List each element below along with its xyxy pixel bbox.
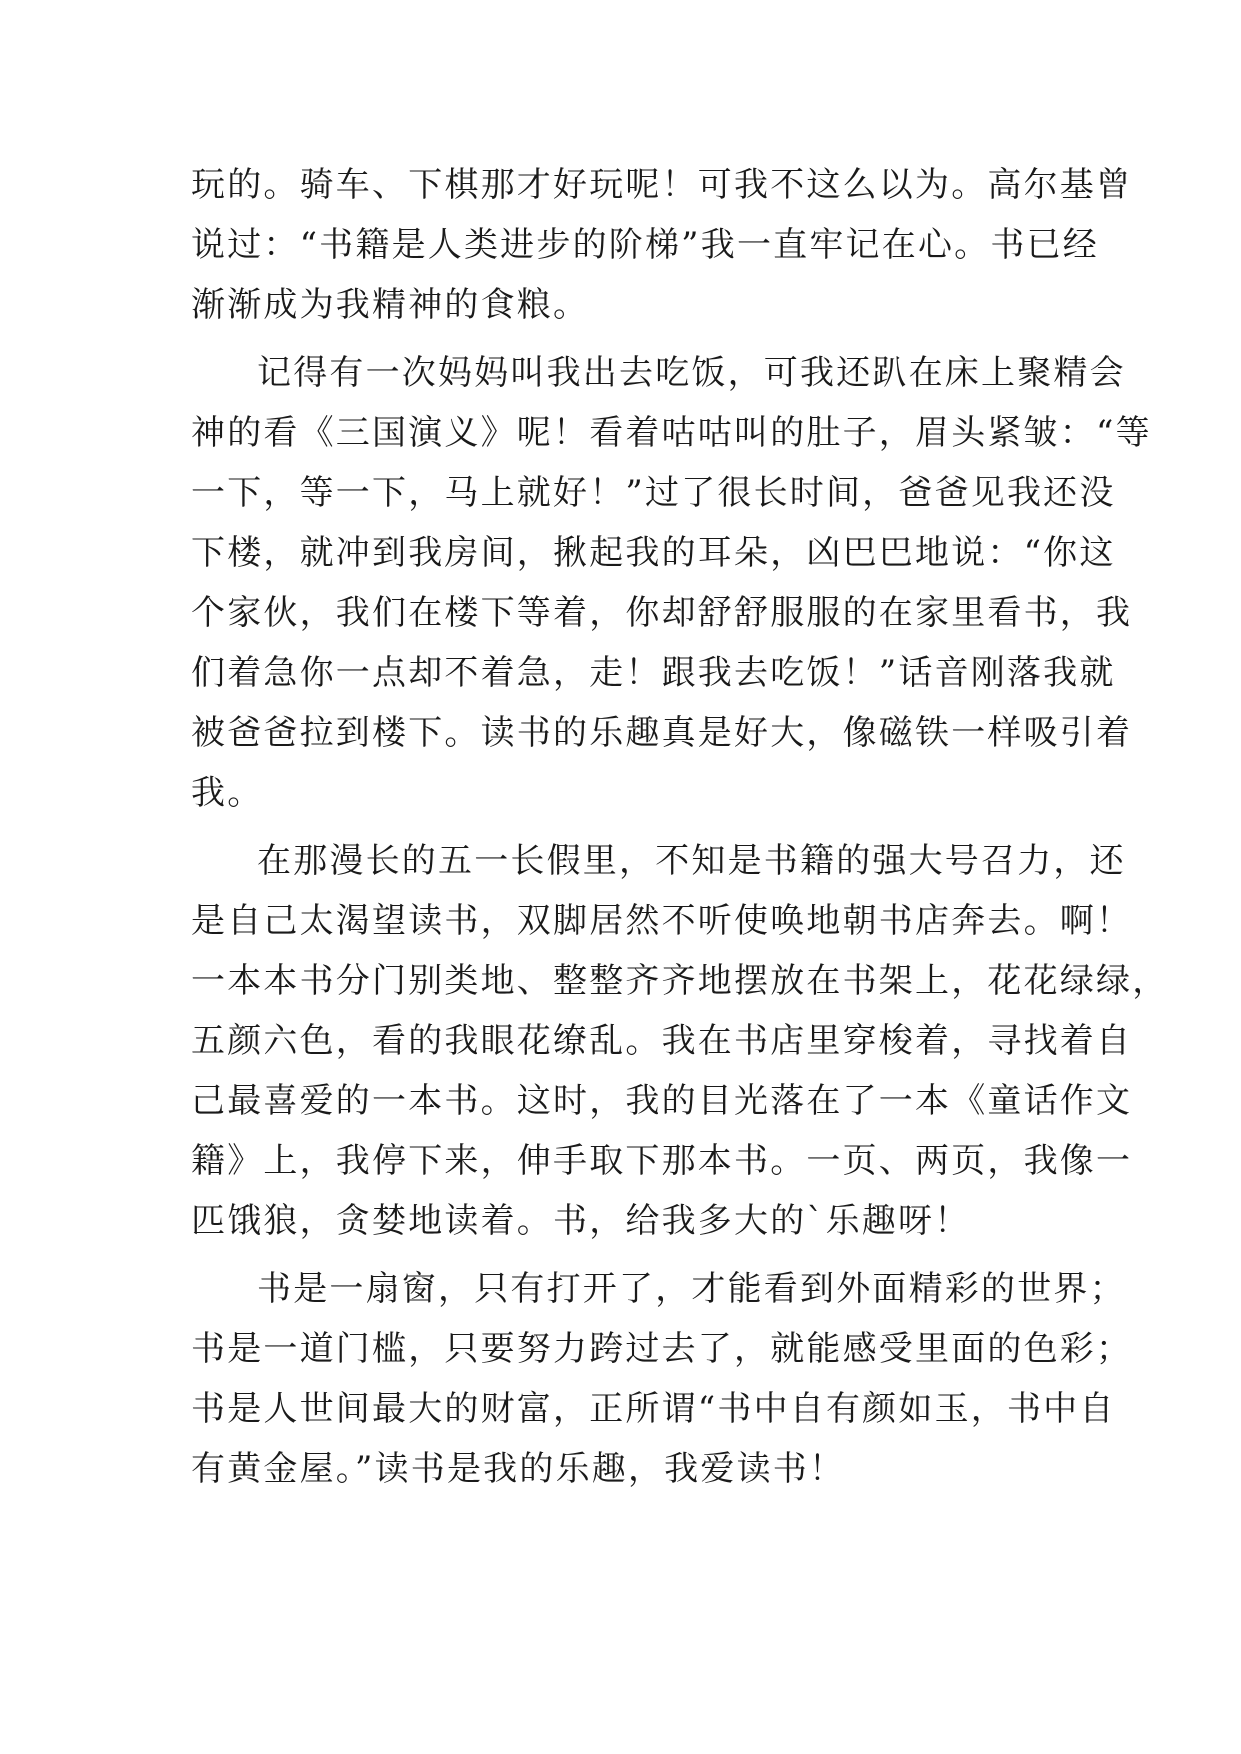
text-line: 己最喜爱的一本书。这时，我的目光落在了一本《童话作文 — [191, 1081, 1133, 1121]
text-line: 书是一扇窗，只有打开了，才能看到外面精彩的世界； — [257, 1269, 1126, 1309]
text-line: 一下，等一下，马上就好！”过了很长时间，爸爸见我还没 — [191, 473, 1116, 513]
text-line: 我。 — [191, 773, 264, 813]
paragraph-3 — [191, 831, 1169, 1251]
text-line: 们着急你一点却不着急，走！跟我去吃饭！”话音刚落我就 — [191, 653, 1116, 693]
text-line: 玩的。骑车、下棋那才好玩呢！可我不这么以为。高尔基曾 — [191, 165, 1133, 205]
text-line: 神的看《三国演义》呢！看着咕咕叫的肚子，眉头紧皱：“等 — [191, 413, 1152, 453]
paragraph-2 — [191, 343, 1152, 823]
text-line: 个家伙，我们在楼下等着，你却舒舒服服的在家里看书，我 — [191, 593, 1133, 633]
text-line: 说过：“书籍是人类进步的阶梯”我一直牢记在心。书已经 — [191, 225, 1099, 265]
text-line: 下楼，就冲到我房间，揪起我的耳朵，凶巴巴地说：“你这 — [191, 533, 1116, 573]
text-line: 在那漫长的五一长假里，不知是书籍的强大号召力，还 — [257, 841, 1126, 881]
text-line: 渐渐成为我精神的食粮。 — [191, 285, 590, 325]
text-line: 五颜六色，看的我眼花缭乱。我在书店里穿梭着，寻找着自 — [191, 1021, 1133, 1061]
document-body — [191, 155, 1169, 1499]
text-line: 书是人世间最大的财富，正所谓“书中自有颜如玉，书中自 — [191, 1389, 1116, 1429]
paragraph-1 — [191, 155, 1133, 335]
text-line: 是自己太渴望读书，双脚居然不听使唤地朝书店奔去。啊！ — [191, 901, 1133, 941]
text-line: 记得有一次妈妈叫我出去吃饭，可我还趴在床上聚精会 — [257, 353, 1126, 393]
text-line: 一本本书分门别类地、整整齐齐地摆放在书架上，花花绿绿， — [191, 961, 1169, 1001]
paragraph-4 — [191, 1259, 1133, 1499]
text-line: 籍》上，我停下来，伸手取下那本书。一页、两页，我像一 — [191, 1141, 1133, 1181]
text-line: 书是一道门槛，只要努力跨过去了，就能感受里面的色彩； — [191, 1329, 1133, 1369]
text-line: 被爸爸拉到楼下。读书的乐趣真是好大，像磁铁一样吸引着 — [191, 713, 1133, 753]
text-line: 匹饿狼，贪婪地读着。书，给我多大的`乐趣呀！ — [191, 1201, 971, 1241]
text-line: 有黄金屋。”读书是我的乐趣，我爱读书！ — [191, 1449, 846, 1489]
